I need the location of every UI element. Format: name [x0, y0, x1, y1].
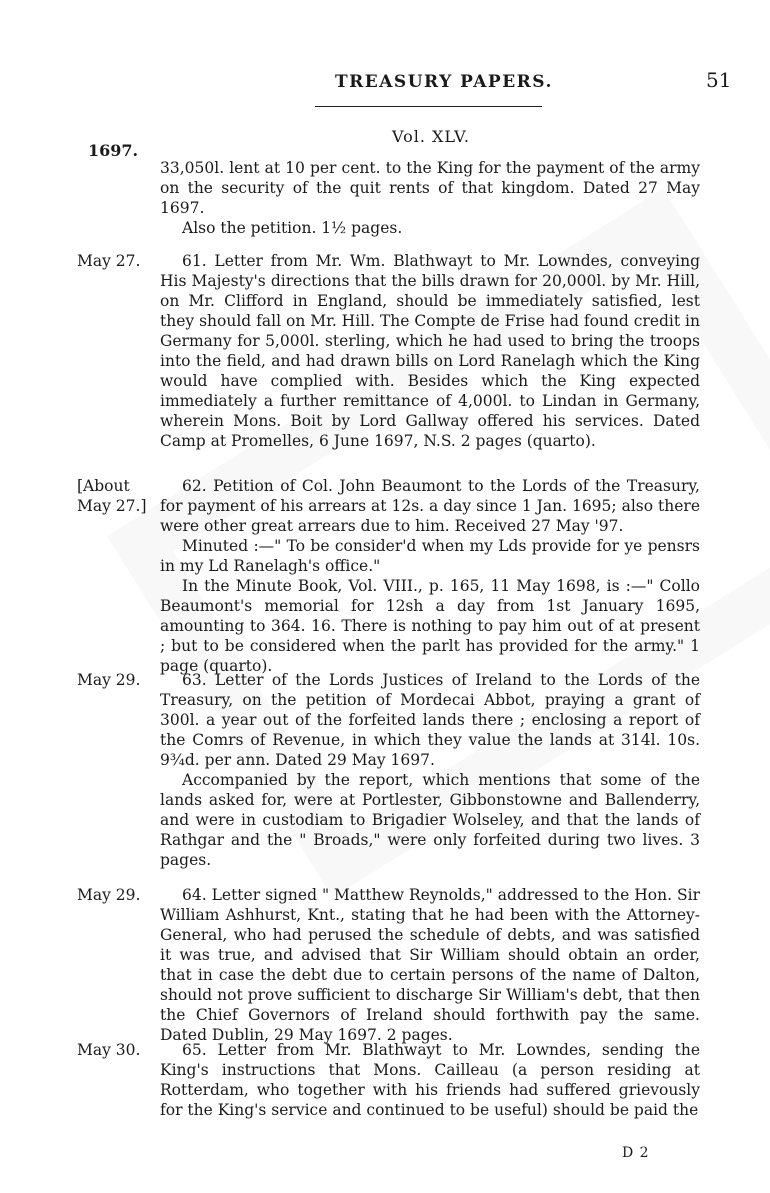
margin-date: [About May 27.]	[77, 477, 147, 515]
signature-mark: D 2	[622, 1145, 650, 1161]
entry-paragraph: 61. Letter from Mr. Wm. Blathwayt to Mr. Lowndes, conveying His Majesty's directions that the bills drawn for 20,000l. by Mr. Hill, on Mr. Clifford in England, should be immediately satisfied, lest they should fall on Mr. Hill. The Compte de Frise had found credit in Germany for 5,000l. sterling, which he had used to bring the troops into the field, and had drawn bills on Lord Ranelagh which the King would have complied with. Besides which the King expected immediately a further remittance of 4,000l. to Lindan in Germany, wherein Mons. Boit by Lord Gallway offered his services. Dated Camp at Promelles, 6 June 1697, N.S. 2 pages (quarto).	[160, 252, 700, 450]
volume-heading: Vol. XLV.	[392, 127, 470, 146]
year-margin: 1697.	[88, 141, 139, 160]
entry-continuation	[160, 158, 700, 238]
entry-61	[160, 251, 700, 451]
entry-paragraph: 63. Letter of the Lords Justices of Ireland to the Lords of the Treasury, on the petition of Mordecai Abbot, praying a grant of 300l. a year out of the forfeited lands there ; enclosing a report of the Comrs of Revenue, in which they value the lands at 314l. 10s. 9¾d. per ann. Dated 29 May 1697.	[160, 671, 700, 769]
margin-date: May 29.	[77, 671, 141, 689]
entry-paragraph: 62. Petition of Col. John Beaumont to the Lords of the Treasury, for payment of his arrears at 12s. a day since 1 Jan. 1695; also there were other great arrears due to him. Received 27 May '97.	[160, 477, 700, 535]
entry-paragraph: 64. Letter signed " Matthew Reynolds," addressed to the Hon. Sir William Ashhurst, Knt., stating that he had been with the Attorney-General, who had perused the schedule of debts, and was satisfied it was true, and advised that Sir William should obtain an order, that in case the debt due to certain persons of the name of Dalton, should not prove sufficient to discharge Sir William's debt, that then the Chief Governors of Ireland should forthwith pay the same. Dated Dublin, 29 May 1697. 2 pages.	[160, 886, 700, 1044]
margin-date: May 29.	[77, 886, 141, 904]
entry-paragraph: 65. Letter from Mr. Blathwayt to Mr. Lowndes, sending the King's instructions that Mons. Cailleau (a person residing at Rotterdam, who together with his friends had suffered grievously for the King's service and continued to be useful) should be paid the	[160, 1041, 700, 1119]
entry-62	[160, 476, 700, 676]
entry-paragraph: In the Minute Book, Vol. VIII., p. 165, 11 May 1698, is :—" Collo Beaumont's memorial for 12sh a day from 1st January 1695, amounting to 364. 16. There is nothing to pay him out of at present ; but to be considered when the parlt has provided for the army." 1 page (quarto).	[160, 577, 700, 675]
entry-64	[160, 885, 700, 1045]
entry-paragraph: Also the petition. 1½ pages.	[182, 219, 403, 237]
header-rule	[315, 106, 542, 107]
running-header-title: TREASURY PAPERS.	[335, 72, 553, 92]
entry-paragraph: Accompanied by the report, which mentions that some of the lands asked for, were at Portlester, Gibbonstowne and Ballenderry, and were in custodiam to Brigadier Wolseley, and that the lands of Rathgar and the " Broads," were only forfeited during two lives. 3 pages.	[160, 771, 700, 869]
page-number: 51	[706, 68, 732, 92]
entry-paragraph: Minuted :—" To be consider'd when my Lds provide for ye pensrs in my Ld Ranelagh's office."	[160, 537, 700, 575]
margin-date: May 27.	[77, 252, 141, 270]
entry-65	[160, 1040, 700, 1120]
entry-paragraph: 33,050l. lent at 10 per cent. to the King for the payment of the army on the security of the quit rents of that kingdom. Dated 27 May 1697.	[160, 159, 700, 217]
entry-63	[160, 670, 700, 870]
margin-date: May 30.	[77, 1041, 141, 1059]
